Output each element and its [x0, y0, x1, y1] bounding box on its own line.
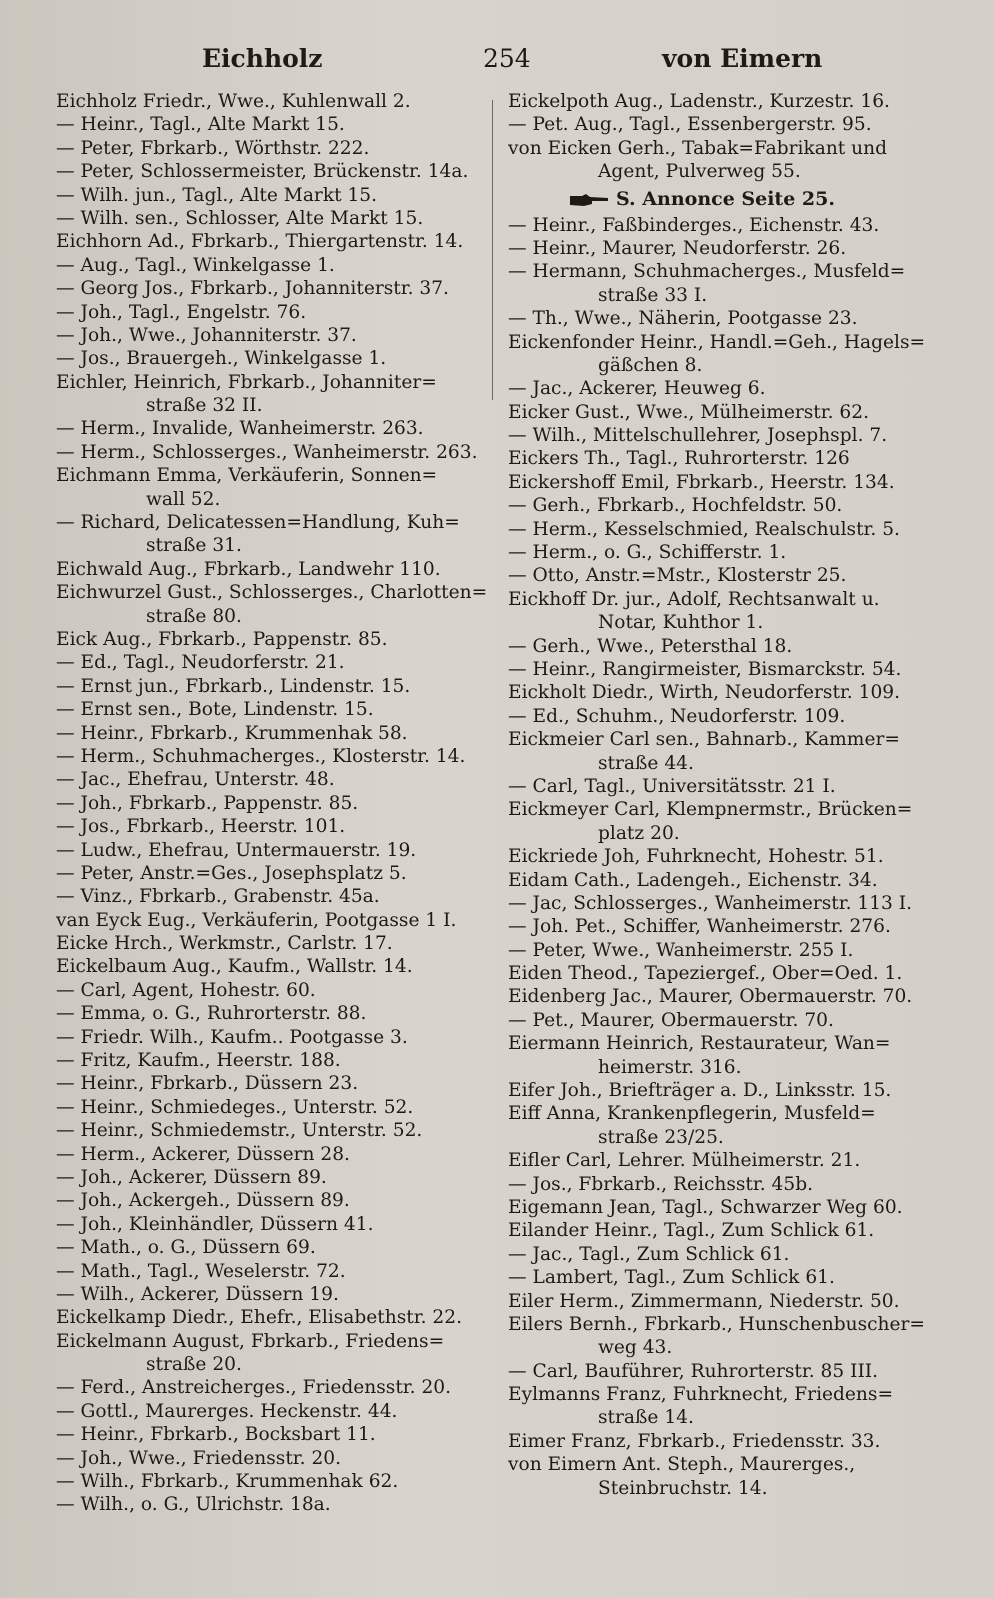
directory-entry-line — [508, 915, 942, 938]
entry-text: Eimer Franz, Fbrkarb., Friedensstr. 33. — [508, 1430, 881, 1452]
directory-entry-line — [56, 417, 488, 440]
directory-entry-line — [56, 1260, 488, 1283]
entry-text: Eylmanns Franz, Fuhrknecht, Friedens= — [508, 1384, 894, 1406]
directory-entry-line — [56, 1002, 488, 1025]
directory-entry-line — [56, 862, 488, 885]
entry-text: — Ed., Tagl., Neudorferstr. 21. — [56, 652, 345, 674]
directory-entry-line — [508, 822, 942, 845]
entry-text: — Peter, Wwe., Wanheimerstr. 255 I. — [508, 939, 854, 961]
entry-text: von Eicken Gerh., Tabak=Fabrikant und — [508, 137, 888, 159]
directory-entry-line — [56, 1143, 488, 1166]
directory-entry-line — [56, 1026, 488, 1049]
entry-text: — Carl, Tagl., Universitätsstr. 21 I. — [508, 775, 836, 797]
entry-text: straße 33 I. — [598, 284, 708, 306]
entry-text: — Heinr., Tagl., Alte Markt 15. — [56, 114, 345, 136]
directory-entry-line — [56, 745, 488, 768]
entry-text: — Emma, o. G., Ruhrorterstr. 88. — [56, 1003, 367, 1025]
entry-text: — Joh., Fbrkarb., Pappenstr. 85. — [56, 792, 359, 814]
entry-text: — Joh., Ackerer, Düssern 89. — [56, 1166, 327, 1188]
entry-text: — Joh., Wwe., Johanniterstr. 37. — [56, 324, 357, 346]
entry-text: — Gerh., Fbrkarb., Hochfeldstr. 50. — [508, 495, 843, 517]
entry-text: — Jos., Fbrkarb., Reichsstr. 45b. — [508, 1173, 814, 1195]
entry-text: — Lambert, Tagl., Zum Schlick 61. — [508, 1267, 835, 1289]
directory-entry-line — [508, 798, 942, 821]
directory-entry-line — [56, 1330, 488, 1353]
directory-entry-line — [508, 541, 942, 564]
entry-text: — Gerh., Wwe., Petersthal 18. — [508, 635, 793, 657]
directory-entry-line — [508, 424, 942, 447]
directory-entry-line — [508, 611, 942, 634]
directory-entry-line — [508, 160, 942, 183]
directory-entry-line — [56, 768, 488, 791]
directory-entry-line — [56, 932, 488, 955]
directory-entry-line — [56, 1423, 488, 1446]
entry-text: — Math., o. G., Düssern 69. — [56, 1237, 316, 1259]
entry-text: — Ed., Schuhm., Neudorferstr. 109. — [508, 705, 846, 727]
entry-text: Eickenfonder Heinr., Handl.=Geh., Hagels= — [508, 331, 926, 353]
entry-text: — Peter, Schlossermeister, Brückenstr. 14a. — [56, 161, 469, 183]
entry-text: straße 23/25. — [598, 1126, 724, 1148]
directory-entry-line — [56, 254, 488, 277]
directory-entry-line — [508, 137, 942, 160]
entry-text: — Wilh. sen., Schlosser, Alte Markt 15. — [56, 207, 424, 229]
directory-entry-line — [508, 1126, 942, 1149]
directory-entry-line — [56, 464, 488, 487]
entry-text: — Wilh., o. G., Ulrichstr. 18a. — [56, 1494, 331, 1516]
directory-entry-line — [56, 651, 488, 674]
entry-text: Eiler Herm., Zimmermann, Niederstr. 50. — [508, 1290, 900, 1312]
directory-entry-line — [56, 675, 488, 698]
header-left-keyword: Eichholz — [202, 44, 323, 73]
entry-text: — Th., Wwe., Näherin, Pootgasse 23. — [508, 308, 858, 330]
entry-text: Eickelmann August, Fbrkarb., Friedens= — [56, 1330, 445, 1352]
directory-entry-line — [508, 1079, 942, 1102]
entry-text: Notar, Kuhthor 1. — [598, 612, 764, 634]
entry-text: Eiden Theod., Tapeziergef., Ober=Oed. 1. — [508, 963, 903, 985]
entry-text: Eiff Anna, Krankenpflegerin, Musfeld= — [508, 1103, 876, 1125]
directory-entry-line — [56, 722, 488, 745]
directory-entry-line — [56, 909, 488, 932]
directory-entry-line — [508, 237, 942, 260]
directory-entry-line — [56, 839, 488, 862]
directory-entry-line — [508, 1453, 942, 1476]
entry-text: — Herm., Schuhmacherges., Klosterstr. 14. — [56, 745, 466, 767]
entry-text: — Jos., Brauergeh., Winkelgasse 1. — [56, 348, 387, 370]
entry-text: Eilander Heinr., Tagl., Zum Schlick 61. — [508, 1220, 875, 1242]
entry-text: — Carl, Bauführer, Ruhrorterstr. 85 III. — [508, 1360, 879, 1382]
entry-text: Agent, Pulverweg 55. — [598, 161, 801, 183]
entry-text: — Wilh., Ackerer, Düssern 19. — [56, 1283, 339, 1305]
directory-entry-line — [508, 775, 942, 798]
directory-entry-line — [508, 869, 942, 892]
page-header — [50, 44, 954, 84]
directory-entry-line — [508, 752, 942, 775]
entry-text: — Heinr., Fbrkarb., Krummenhak 58. — [56, 722, 408, 744]
directory-entry-line — [508, 939, 942, 962]
directory-entry-line — [508, 1219, 942, 1242]
entry-text: Eickelpoth Aug., Ladenstr., Kurzestr. 16. — [508, 91, 890, 112]
entry-text: — Gottl., Maurerges. Heckenstr. 44. — [56, 1400, 398, 1422]
directory-entry-line — [508, 1360, 942, 1383]
directory-entry-line — [508, 1032, 942, 1055]
entry-text: Eichhorn Ad., Fbrkarb., Thiergartenstr. 14. — [56, 231, 464, 253]
entry-text: — Math., Tagl., Weselerstr. 72. — [56, 1260, 346, 1282]
directory-entry-line — [508, 331, 942, 354]
directory-entry-line — [508, 1196, 942, 1219]
entry-text: Eickers Th., Tagl., Ruhrorterstr. 126 — [508, 448, 850, 470]
directory-entry-line — [508, 845, 942, 868]
directory-entry-line — [508, 681, 942, 704]
directory-entry-line — [508, 1173, 942, 1196]
directory-entry-line — [56, 1400, 488, 1423]
directory-entry-line — [508, 494, 942, 517]
entry-text: S. Annonce Seite 25. — [616, 187, 835, 210]
annonce-reference — [508, 184, 942, 214]
column-divider — [492, 100, 493, 400]
entry-text: — Herm., Schlosserges., Wanheimerstr. 263. — [56, 441, 478, 463]
entry-text: — Wilh. jun., Tagl., Alte Markt 15. — [56, 184, 378, 206]
entry-text: Eigemann Jean, Tagl., Schwarzer Weg 60. — [508, 1196, 903, 1218]
directory-entry-line — [508, 635, 942, 658]
entry-text: — Joh., Tagl., Engelstr. 76. — [56, 301, 307, 323]
entry-text: Eicker Gust., Wwe., Mülheimerstr. 62. — [508, 401, 869, 423]
directory-entry-line — [56, 394, 488, 417]
entry-text: — Pet. Aug., Tagl., Essenbergerstr. 95. — [508, 114, 872, 136]
directory-entry-line — [56, 160, 488, 183]
entry-text: Eickriede Joh, Fuhrknecht, Hohestr. 51. — [508, 846, 884, 868]
entry-text: straße 44. — [598, 752, 694, 774]
entry-text: — Joh., Wwe., Friedensstr. 20. — [56, 1447, 342, 1469]
directory-entry-line — [508, 1430, 942, 1453]
entry-text: Eichwurzel Gust., Schlosserges., Charlotten= — [56, 582, 488, 604]
directory-entry-line — [508, 658, 942, 681]
entry-text: — Otto, Anstr.=Mstr., Klosterstr 25. — [508, 565, 847, 587]
entry-text: Eidenberg Jac., Maurer, Obermauerstr. 70. — [508, 986, 913, 1008]
directory-entry-line — [508, 892, 942, 915]
directory-entry-line — [508, 705, 942, 728]
entry-text: Eichler, Heinrich, Fbrkarb., Johanniter= — [56, 371, 437, 393]
directory-entry-line — [508, 1102, 942, 1125]
header-right-keyword: von Eimern — [662, 44, 823, 73]
entry-text: — Jac, Schlosserges., Wanheimerstr. 113 I. — [508, 892, 913, 914]
entry-text: — Jac., Tagl., Zum Schlick 61. — [508, 1243, 790, 1265]
entry-text: — Heinr., Fbrkarb., Bocksbart 11. — [56, 1424, 376, 1446]
directory-entry-line — [56, 347, 488, 370]
entry-text: — Heinr., Fbrkarb., Düssern 23. — [56, 1073, 359, 1095]
directory-entry-line — [56, 1189, 488, 1212]
directory-entry-line — [508, 214, 942, 237]
entry-text: heimerstr. 316. — [598, 1056, 742, 1078]
directory-entry-line — [56, 581, 488, 604]
directory-entry-line — [56, 792, 488, 815]
directory-entry-line — [56, 1166, 488, 1189]
directory-entry-line — [56, 137, 488, 160]
directory-entry-line — [56, 955, 488, 978]
directory-entry-line — [508, 471, 942, 494]
left-column — [56, 90, 488, 1517]
entry-text: Eickhoff Dr. jur., Adolf, Rechtsanwalt u. — [508, 588, 880, 610]
entry-text: — Wilh., Fbrkarb., Krummenhak 62. — [56, 1471, 399, 1493]
directory-entry-line — [508, 985, 942, 1008]
entry-text: Eickmeyer Carl, Klempnermstr., Brücken= — [508, 799, 913, 821]
entry-text: Eickholt Diedr., Wirth, Neudorferstr. 109. — [508, 682, 901, 704]
directory-entry-line — [56, 885, 488, 908]
entry-text: — Jos., Fbrkarb., Heerstr. 101. — [56, 816, 346, 838]
directory-entry-line — [56, 511, 488, 534]
directory-entry-line — [508, 962, 942, 985]
directory-entry-line — [508, 518, 942, 541]
directory-entry-line — [56, 979, 488, 1002]
directory-entry-line — [56, 1096, 488, 1119]
entry-text: — Ernst sen., Bote, Lindenstr. 15. — [56, 699, 374, 721]
directory-entry-line — [56, 1353, 488, 1376]
directory-entry-line — [56, 277, 488, 300]
entry-text: Eifler Carl, Lehrer. Mülheimerstr. 21. — [508, 1150, 861, 1172]
pointing-hand-icon — [568, 193, 610, 207]
directory-entry-line — [508, 1149, 942, 1172]
entry-text: — Jac., Ackerer, Heuweg 6. — [508, 378, 766, 400]
entry-text: Eifer Joh., Briefträger a. D., Linksstr. 15. — [508, 1080, 892, 1102]
entry-text: van Eyck Eug., Verkäuferin, Pootgasse 1 I. — [56, 909, 457, 931]
entry-text: — Ernst jun., Fbrkarb., Lindenstr. 15. — [56, 675, 411, 697]
directory-entry-line — [508, 377, 942, 400]
directory-entry-line — [508, 728, 942, 751]
directory-entry-line — [508, 1290, 942, 1313]
directory-entry-line — [56, 558, 488, 581]
entry-text: Eiermann Heinrich, Restaurateur, Wan= — [508, 1033, 891, 1055]
directory-entry-line — [508, 90, 942, 113]
directory-entry-line — [508, 1336, 942, 1359]
directory-entry-line — [56, 1119, 488, 1142]
directory-entry-line — [508, 1383, 942, 1406]
entry-text: — Heinr., Rangirmeister, Bismarckstr. 54. — [508, 658, 902, 680]
entry-text: straße 80. — [146, 605, 242, 627]
entry-text: Eilers Bernh., Fbrkarb., Hunschenbuscher= — [508, 1313, 925, 1335]
entry-text: — Joh. Pet., Schiffer, Wanheimerstr. 276. — [508, 916, 891, 938]
directory-entry-line — [508, 401, 942, 424]
entry-text: — Friedr. Wilh., Kaufm.. Pootgasse 3. — [56, 1026, 408, 1048]
entry-text: gäßchen 8. — [598, 354, 703, 376]
entry-text: Eichholz Friedr., Wwe., Kuhlenwall 2. — [56, 91, 411, 112]
entry-text: straße 14. — [598, 1407, 694, 1429]
directory-entry-line — [56, 1376, 488, 1399]
entry-text: — Joh., Ackergeh., Düssern 89. — [56, 1190, 350, 1212]
directory-entry-line — [508, 354, 942, 377]
directory-entry-line — [508, 260, 942, 283]
entry-text: — Hermann, Schuhmacherges., Musfeld= — [508, 261, 906, 283]
directory-entry-line — [508, 1266, 942, 1289]
directory-entry-line — [56, 1493, 488, 1516]
directory-entry-line — [508, 564, 942, 587]
directory-entry-line — [508, 284, 942, 307]
directory-entry-line — [56, 441, 488, 464]
entry-text: von Eimern Ant. Steph., Maurerges., — [508, 1454, 856, 1476]
entry-text: — Herm., Kesselschmied, Realschulstr. 5. — [508, 518, 900, 540]
entry-text: — Vinz., Fbrkarb., Grabenstr. 45a. — [56, 886, 380, 908]
entry-text: — Heinr., Schmiedeges., Unterstr. 52. — [56, 1096, 414, 1118]
directory-entry-line — [56, 488, 488, 511]
directory-entry-line — [56, 207, 488, 230]
entry-text: Eickmeier Carl sen., Bahnarb., Kammer= — [508, 729, 900, 751]
entry-text: wall 52. — [146, 488, 221, 510]
entry-text: straße 20. — [146, 1354, 242, 1376]
entry-text: — Ferd., Anstreicherges., Friedensstr. 20. — [56, 1377, 452, 1399]
entry-text: Eichwald Aug., Fbrkarb., Landwehr 110. — [56, 558, 441, 580]
directory-entry-line — [56, 1213, 488, 1236]
entry-text: Eick Aug., Fbrkarb., Pappenstr. 85. — [56, 628, 388, 650]
entry-text: — Peter, Fbrkarb., Wörthstr. 222. — [56, 137, 370, 159]
directory-entry-line — [56, 605, 488, 628]
directory-entry-line — [56, 301, 488, 324]
directory-entry-line — [508, 1056, 942, 1079]
directory-entry-line — [56, 534, 488, 557]
entry-text: — Carl, Agent, Hohestr. 60. — [56, 979, 316, 1001]
directory-entry-line — [56, 184, 488, 207]
entry-text: Eickelkamp Diedr., Ehefr., Elisabethstr. 22. — [56, 1307, 462, 1329]
directory-entry-line — [508, 1313, 942, 1336]
directory-entry-line — [56, 1236, 488, 1259]
entry-text: — Peter, Anstr.=Ges., Josephsplatz 5. — [56, 862, 407, 884]
directory-entry-line — [56, 324, 488, 347]
entry-text: Eicke Hrch., Werkmstr., Carlstr. 17. — [56, 933, 393, 955]
entry-text: Eichmann Emma, Verkäuferin, Sonnen= — [56, 465, 438, 487]
entry-text: — Heinr., Maurer, Neudorferstr. 26. — [508, 237, 847, 259]
entry-text: — Ludw., Ehefrau, Untermauerstr. 19. — [56, 839, 417, 861]
directory-entry-line — [56, 815, 488, 838]
directory-entry-line — [56, 1470, 488, 1493]
entry-text: — Pet., Maurer, Obermauerstr. 70. — [508, 1009, 834, 1031]
entry-text: — Aug., Tagl., Winkelgasse 1. — [56, 254, 335, 276]
entry-text: — Herm., Ackerer, Düssern 28. — [56, 1143, 350, 1165]
directory-entry-line — [56, 628, 488, 651]
entry-text: — Richard, Delicatessen=Handlung, Kuh= — [56, 512, 460, 534]
entry-text: weg 43. — [598, 1337, 673, 1359]
directory-entry-line — [56, 1049, 488, 1072]
entry-text: Eickershoff Emil, Fbrkarb., Heerstr. 134. — [508, 471, 895, 493]
directory-entry-line — [56, 230, 488, 253]
right-column — [508, 90, 942, 1500]
directory-entry-line — [56, 371, 488, 394]
entry-text: — Fritz, Kaufm., Heerstr. 188. — [56, 1050, 341, 1072]
entry-text: platz 20. — [598, 822, 680, 844]
entry-text: straße 32 II. — [146, 395, 263, 417]
entry-text: — Georg Jos., Fbrkarb., Johanniterstr. 37. — [56, 278, 449, 300]
page-number: 254 — [483, 44, 531, 73]
entry-text: — Heinr., Schmiedemstr., Unterstr. 52. — [56, 1120, 423, 1142]
directory-entry-line — [508, 1009, 942, 1032]
entry-text: — Jac., Ehefrau, Unterstr. 48. — [56, 769, 335, 791]
directory-entry-line — [508, 1477, 942, 1500]
entry-text: — Herm., o. G., Schifferstr. 1. — [508, 542, 787, 564]
directory-entry-line — [56, 1072, 488, 1095]
entry-text: Eidam Cath., Ladengeh., Eichenstr. 34. — [508, 869, 878, 891]
directory-entry-line — [508, 113, 942, 136]
directory-entry-line — [56, 1447, 488, 1470]
directory-entry-line — [56, 1283, 488, 1306]
directory-entry-line — [508, 307, 942, 330]
entry-text: — Herm., Invalide, Wanheimerstr. 263. — [56, 418, 424, 440]
directory-entry-line — [508, 588, 942, 611]
entry-text: — Wilh., Mittelschullehrer, Josephspl. 7. — [508, 425, 888, 447]
directory-entry-line — [508, 1406, 942, 1429]
entry-text: straße 31. — [146, 535, 242, 557]
directory-entry-line — [56, 1306, 488, 1329]
directory-entry-line — [56, 698, 488, 721]
entry-text: — Joh., Kleinhändler, Düssern 41. — [56, 1213, 374, 1235]
directory-entry-line — [508, 1243, 942, 1266]
entry-text: Steinbruchstr. 14. — [598, 1477, 768, 1499]
directory-entry-line — [508, 447, 942, 470]
directory-entry-line — [56, 90, 488, 113]
directory-entry-line — [56, 113, 488, 136]
entry-text: — Heinr., Faßbinderges., Eichenstr. 43. — [508, 214, 880, 236]
entry-text: Eickelbaum Aug., Kaufm., Wallstr. 14. — [56, 956, 413, 978]
